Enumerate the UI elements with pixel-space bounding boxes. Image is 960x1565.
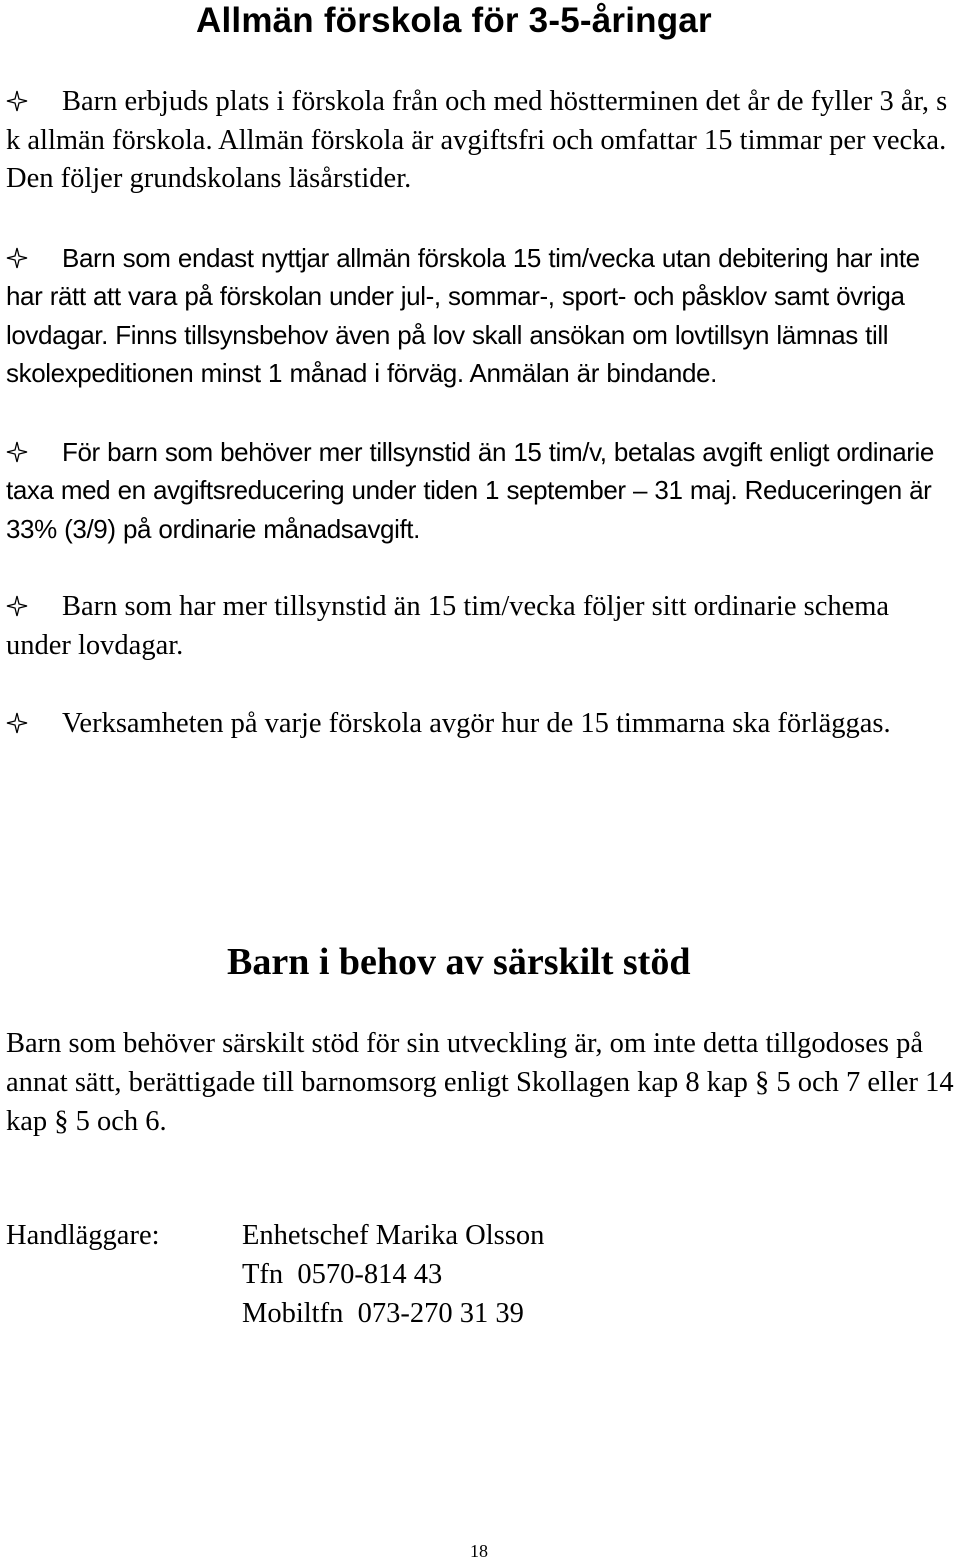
section-heading-sarskilt-stod: Barn i behov av särskilt stöd (227, 941, 691, 983)
contact-phone: Tfn 0570-814 43 (242, 1259, 443, 1290)
bullet-item (6, 705, 956, 744)
four-point-star-icon (6, 83, 62, 122)
contact-label: Handläggare: (6, 1220, 160, 1251)
four-point-star-icon (6, 588, 62, 627)
contact-details (242, 1216, 544, 1333)
four-point-star-icon (6, 705, 62, 744)
bullet-text: Verksamheten på varje förskola avgör hur de 15 timmarna ska förläggas. (62, 708, 891, 739)
bullet-text: Barn erbjuds plats i förskola från och med höstterminen det år de fyller 3 år, s k allmän förskola. Allmän förskola är avgiftsfri och omfattar 15 timmar per vecka. Den följer grundskolans läsårstider. (6, 86, 948, 194)
page-number: 18 (470, 1541, 488, 1561)
bullet-item (6, 83, 956, 199)
bullet-text: För barn som behöver mer tillsynstid än 15 tim/v, betalas avgift enligt ordinarie taxa med en avgiftsreducering under tiden 1 september – 31 maj. Reduceringen är 33% (3/9) på ordinarie månadsavgift. (6, 436, 934, 544)
four-point-star-icon (6, 433, 62, 472)
contact-mobile: Mobiltfn 073-270 31 39 (242, 1298, 524, 1329)
body-paragraph: Barn som behöver särskilt stöd för sin utveckling är, om inte detta tillgodoses på annat sätt, berättigade till barnomsorg enligt Skollagen kap 8 kap § 5 och 7 eller 14 kap § 5 och 6. (6, 1028, 954, 1137)
bullet-text: Barn som endast nyttjar allmän förskola 15 tim/vecka utan debitering har inte har rätt att vara på förskolan under jul-, sommar-, sport- och påsklov samt övriga lovdagar. Finns tillsynsbehov även på lov skall ansökan om lovtillsyn lämnas till skolexpeditionen minst 1 månad i förväg. Anmälan är bindande. (6, 242, 920, 388)
bullet-item (6, 239, 956, 393)
bullet-text: Barn som har mer tillsynstid än 15 tim/vecka följer sitt ordinarie schema under lovdagar. (6, 591, 890, 661)
bullet-list (6, 83, 956, 784)
four-point-star-icon (6, 239, 62, 278)
bullet-item (6, 588, 956, 665)
bullet-item (6, 433, 956, 549)
section-heading-allman-forskola: Allmän förskola för 3-5-åringar (196, 1, 712, 40)
contact-name: Enhetschef Marika Olsson (242, 1220, 545, 1251)
